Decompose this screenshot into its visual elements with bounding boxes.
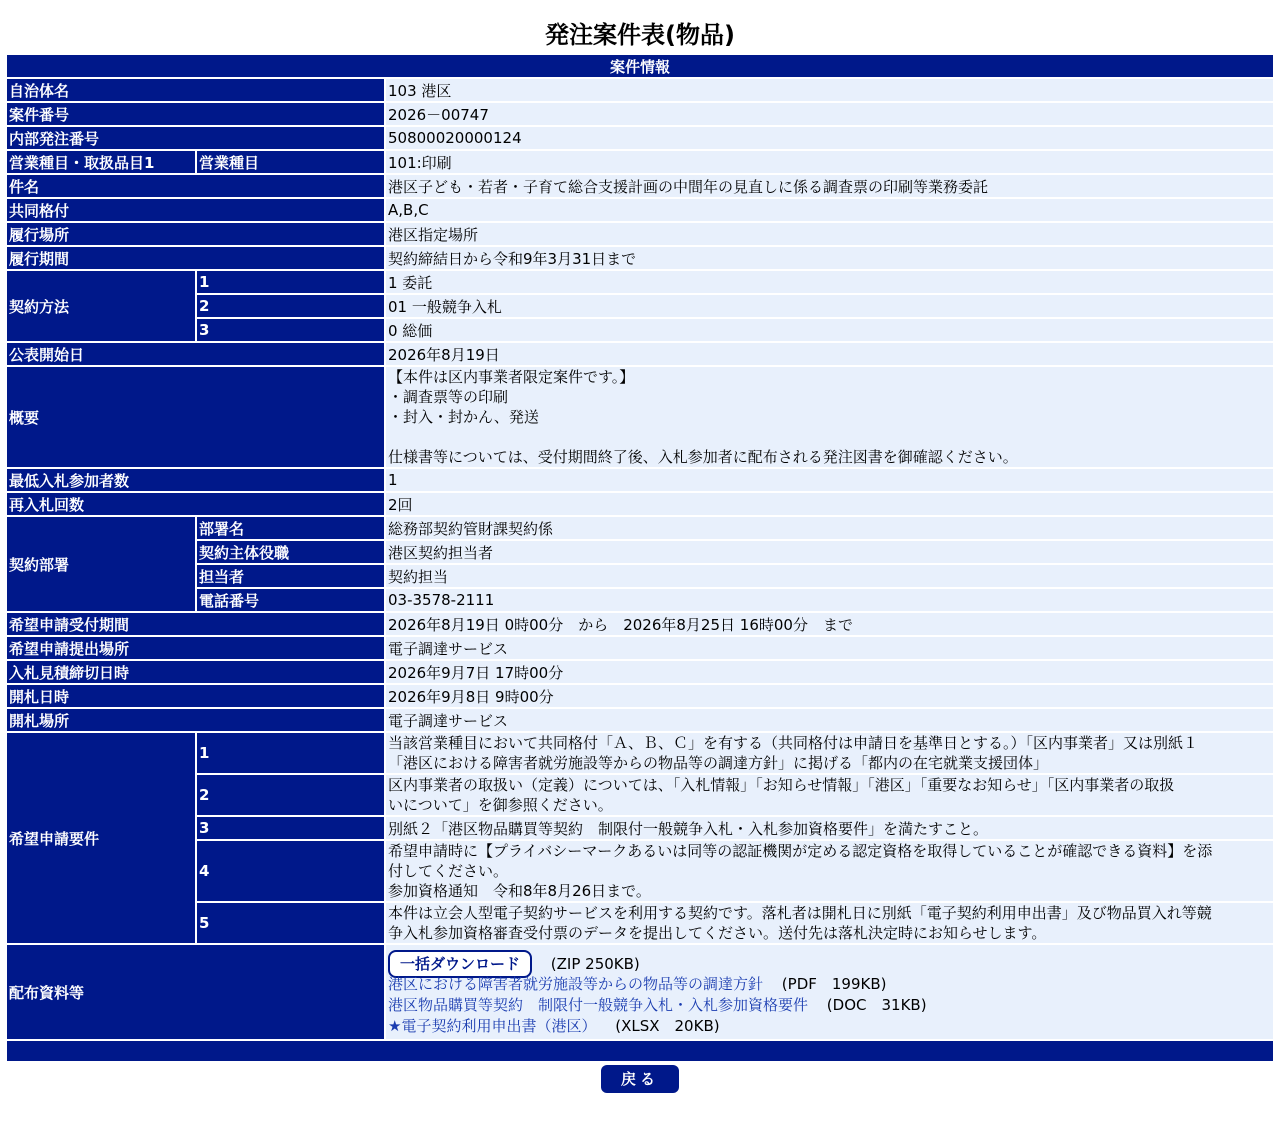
requirement-line: 参加資格通知 令和8年8月26日まで。 — [388, 882, 651, 900]
requirement-no: 2 — [197, 775, 384, 815]
material-file-info: (PDF 199KB) — [781, 975, 887, 993]
label-bid-deadline: 入札見積締切日時 — [7, 661, 384, 683]
label-min-bidders: 最低入札参加者数 — [7, 469, 384, 491]
requirement-no: 1 — [197, 733, 384, 773]
label-apply-period: 希望申請受付期間 — [7, 613, 384, 635]
requirement-line: 希望申請時に【プライバシーマークあるいは同等の認証機関が定める認定資格を取得していることが確認できる資料】を添 — [388, 842, 1213, 860]
contract-method-no: 1 — [197, 271, 384, 293]
value-dept-name: 総務部契約管財課契約係 — [386, 517, 1273, 539]
back-button[interactable]: 戻る — [601, 1065, 679, 1093]
label-municipality: 自治体名 — [7, 79, 384, 101]
requirement-no: 3 — [197, 817, 384, 839]
requirement-line: いについて」を御参照ください。 — [388, 796, 613, 814]
contract-method-value: 01 一般競争入札 — [386, 295, 1273, 317]
requirement-text — [386, 733, 1273, 773]
value-place: 港区指定場所 — [386, 223, 1273, 245]
value-rebid-count: 2回 — [386, 493, 1273, 515]
contract-method-value: 0 総価 — [386, 319, 1273, 341]
value-person: 契約担当 — [386, 565, 1273, 587]
label-publish-date: 公表開始日 — [7, 343, 384, 365]
contract-method-value: 1 委託 — [386, 271, 1273, 293]
value-period: 契約締結日から令和9年3月31日まで — [386, 247, 1273, 269]
material-link-qualification-requirements[interactable]: 港区物品購買等契約 制限付一般競争入札・入札参加資格要件 — [388, 996, 809, 1014]
material-file-info: (DOC 31KB) — [826, 996, 927, 1014]
label-contract-role: 契約主体役職 — [197, 541, 384, 563]
requirement-line: 本件は立会人型電子契約サービスを利用する契約です。落札者は開札日に別紙「電子契約利用申出書」及び物品買入れ等競 — [388, 904, 1212, 922]
label-summary: 概要 — [7, 367, 384, 467]
case-info-table — [5, 53, 1275, 1063]
summary-line: ・封入・封かん、発送 — [388, 408, 539, 426]
value-summary — [386, 367, 1273, 467]
contract-method-no: 2 — [197, 295, 384, 317]
label-business-type: 営業種目・取扱品目1 — [7, 151, 195, 173]
requirement-text — [386, 841, 1273, 901]
value-business-type: 101:印刷 — [386, 151, 1273, 173]
label-person: 担当者 — [197, 565, 384, 587]
bulk-download-button[interactable]: 一括ダウンロード — [388, 950, 532, 978]
label-dept-name: 部署名 — [197, 517, 384, 539]
label-contract-dept: 契約部署 — [7, 517, 195, 611]
label-apply-place: 希望申請提出場所 — [7, 637, 384, 659]
contract-method-no: 3 — [197, 319, 384, 341]
value-subject: 港区子ども・若者・子育て総合支援計画の中間年の見直しに係る調査票の印刷等業務委託 — [386, 175, 1273, 197]
requirement-line: 付してください。 — [388, 862, 509, 880]
label-case-no: 案件番号 — [7, 103, 384, 125]
label-rebid-count: 再入札回数 — [7, 493, 384, 515]
value-publish-date: 2026年8月19日 — [386, 343, 1273, 365]
value-opening-datetime: 2026年9月8日 9時00分 — [386, 685, 1273, 707]
requirement-no: 5 — [197, 903, 384, 943]
requirement-line: 区内事業者の取扱い（定義）については、「入札情報」「お知らせ情報」「港区」「重要なお知らせ」「区内事業者の取扱 — [388, 776, 1175, 794]
summary-line: 仕様書等については、受付期間終了後、入札参加者に配布される発注図書を御確認ください。 — [388, 448, 1018, 466]
label-period: 履行期間 — [7, 247, 384, 269]
value-internal-no: 50800020000124 — [386, 127, 1273, 149]
value-apply-period: 2026年8月19日 0時00分 から 2026年8月25日 16時00分 まで — [386, 613, 1273, 635]
requirement-text — [386, 775, 1273, 815]
label-materials: 配布資料等 — [7, 945, 384, 1039]
label-requirements: 希望申請要件 — [7, 733, 195, 943]
requirement-line: 争入札参加資格審査受付票のデータを提出してください。送付先は落札決定時にお知らせします。 — [388, 924, 1047, 942]
table-footer-bar — [7, 1041, 1273, 1061]
value-opening-place: 電子調達サービス — [386, 709, 1273, 731]
requirement-line: 「港区における障害者就労施設等からの物品等の調達方針」に掲げる「都内の在宅就業支援団体」 — [388, 754, 1049, 772]
back-button-area — [0, 1065, 1280, 1093]
requirement-text — [386, 903, 1273, 943]
label-opening-place: 開札場所 — [7, 709, 384, 731]
summary-line: ・調査票等の印刷 — [388, 388, 509, 406]
material-link-procurement-policy[interactable]: 港区における障害者就労施設等からの物品等の調達方針 — [388, 975, 764, 993]
requirement-line: 別紙２「港区物品購買等契約 制限付一般競争入札・入札参加資格要件」を満たすこと。 — [388, 819, 989, 838]
label-opening-datetime: 開札日時 — [7, 685, 384, 707]
requirement-line: 当該営業種目において共同格付「Ａ、Ｂ、Ｃ」を有する（共同格付は申請日を基準日とする。）「区内事業者」又は別紙１ — [388, 734, 1199, 752]
value-apply-place: 電子調達サービス — [386, 637, 1273, 659]
value-min-bidders: 1 — [386, 469, 1273, 491]
material-link-e-contract-form[interactable]: ★電子契約利用申出書（港区） — [388, 1017, 597, 1035]
section-header: 案件情報 — [7, 55, 1273, 77]
label-business-type-sub: 営業種目 — [197, 151, 384, 173]
value-bid-deadline: 2026年9月7日 17時00分 — [386, 661, 1273, 683]
bulk-download-size: (ZIP 250KB) — [550, 955, 640, 973]
value-case-no: 2026－00747 — [386, 103, 1273, 125]
label-subject: 件名 — [7, 175, 384, 197]
requirement-no: 4 — [197, 841, 384, 901]
page-title: 発注案件表(物品) — [545, 21, 735, 49]
value-materials — [386, 945, 1273, 1039]
requirement-text — [386, 817, 1273, 839]
material-file-info: (XLSX 20KB) — [615, 1017, 720, 1035]
summary-line — [388, 427, 1271, 447]
summary-line: 【本件は区内事業者限定案件です。】 — [388, 368, 635, 386]
label-contract-method: 契約方法 — [7, 271, 195, 341]
label-place: 履行場所 — [7, 223, 384, 245]
value-municipality: 103 港区 — [386, 79, 1273, 101]
label-grade: 共同格付 — [7, 199, 384, 221]
label-internal-no: 内部発注番号 — [7, 127, 384, 149]
value-grade: A,B,C — [386, 199, 1273, 221]
value-contract-role: 港区契約担当者 — [386, 541, 1273, 563]
label-phone: 電話番号 — [197, 589, 384, 611]
value-phone: 03-3578-2111 — [386, 589, 1273, 611]
